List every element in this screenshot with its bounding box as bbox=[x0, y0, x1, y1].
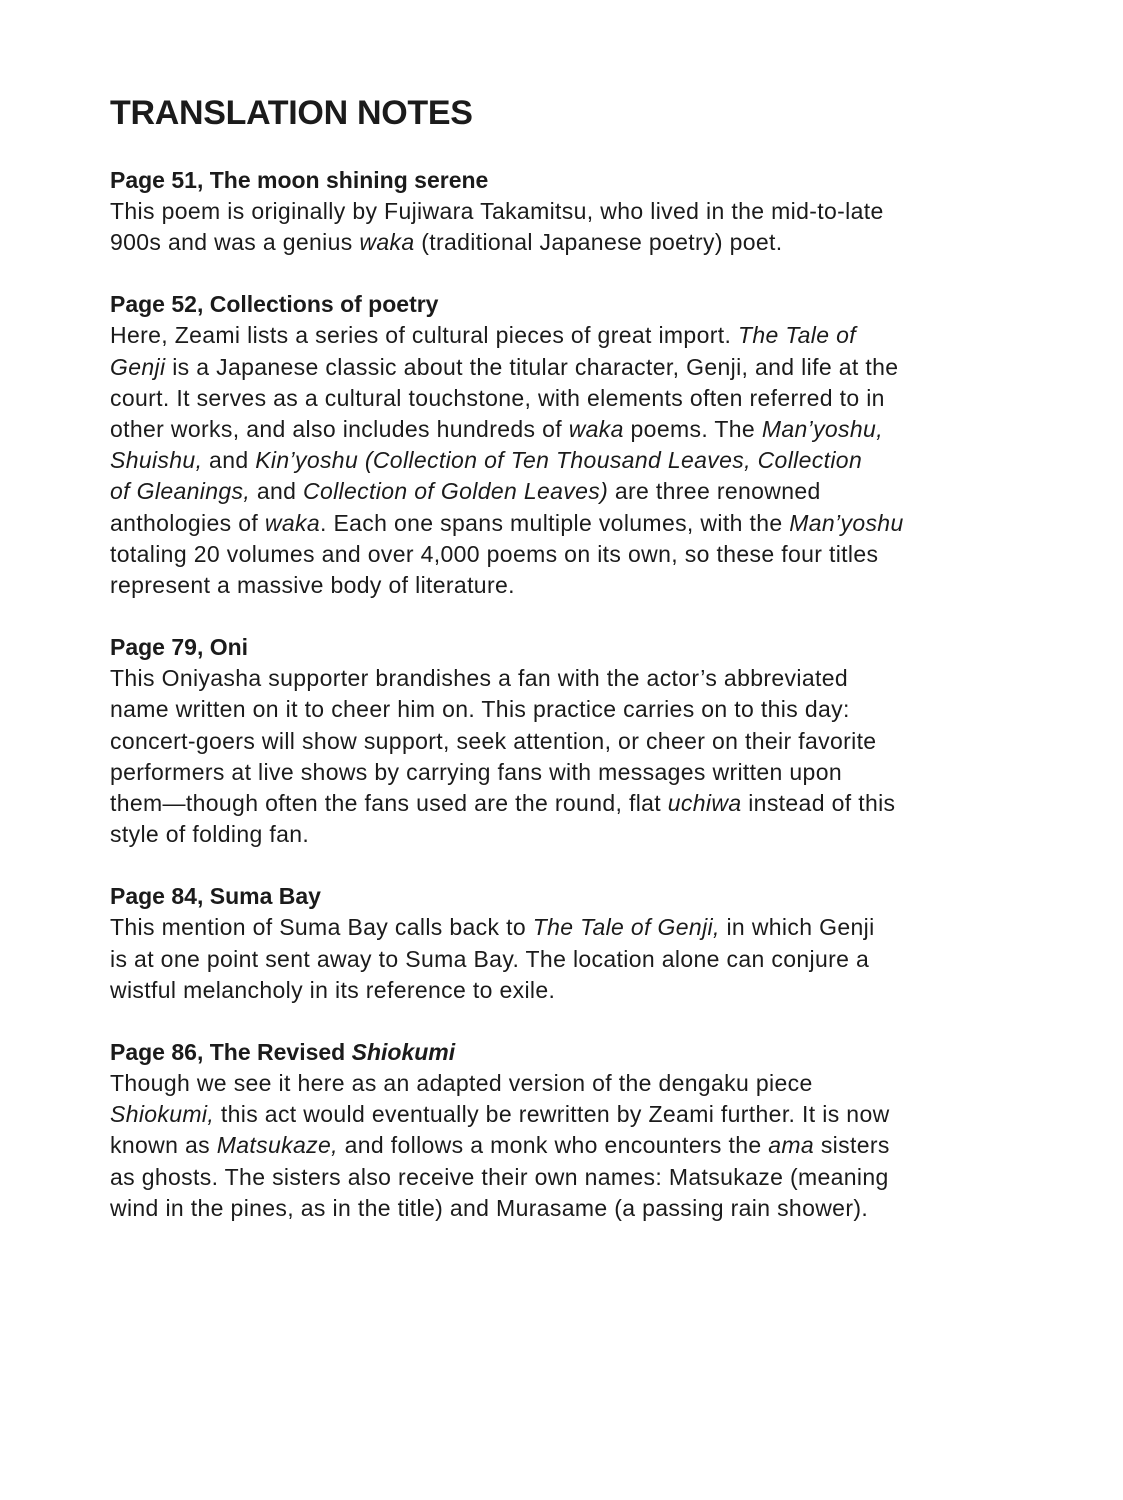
note-body-line bbox=[110, 757, 1010, 788]
note-body-text: waka bbox=[264, 509, 320, 536]
note-body-text: . Each one spans multiple volumes, with the bbox=[319, 509, 790, 536]
note-body-text: uchiwa bbox=[667, 790, 742, 817]
note-heading bbox=[110, 289, 1010, 320]
note-body-text: in which Genji bbox=[719, 914, 875, 941]
note-body-text: concert-goers will show support, seek attention, or cheer on their favorite bbox=[110, 727, 877, 754]
note-body-line bbox=[110, 320, 1010, 351]
note-body-line bbox=[110, 1162, 1010, 1193]
note-body-text: The Tale of bbox=[737, 322, 857, 349]
note-body-text: ama bbox=[768, 1132, 815, 1159]
note-body-text: known as bbox=[110, 1132, 217, 1159]
note-body-text: Genji bbox=[110, 353, 166, 380]
note-body-text: waka bbox=[359, 229, 415, 256]
note-heading-text: Page 52, Collections of poetry bbox=[110, 291, 439, 318]
note-heading-text: Page 51, The moon shining serene bbox=[110, 167, 489, 193]
note-body-text: 900s and was a genius bbox=[110, 229, 360, 256]
note-body-line bbox=[110, 1193, 1010, 1224]
note-body-line bbox=[110, 508, 1010, 539]
note-body-line bbox=[110, 196, 1010, 227]
note-body-text: Collection of Golden Leaves) bbox=[303, 478, 609, 505]
note-body-text: (traditional Japanese poetry) poet. bbox=[414, 229, 783, 256]
note-body-text: Here, Zeami lists a series of cultural pieces of great import. bbox=[110, 322, 738, 349]
translation-notes-page bbox=[110, 93, 1010, 1255]
note-body-text: Man’yoshu bbox=[789, 509, 904, 536]
note-heading bbox=[110, 632, 1010, 663]
note-body-text: and bbox=[250, 478, 303, 505]
note-body-line bbox=[110, 414, 1010, 445]
note-body-text: anthologies of bbox=[110, 509, 265, 536]
note-body-text: name written on it to cheer him on. This practice carries on to this day: bbox=[110, 696, 850, 723]
note-body-line bbox=[110, 352, 1010, 383]
note-body-line bbox=[110, 539, 1010, 570]
note-body-text: as ghosts. The sisters also receive their own names: Matsukaze (meaning bbox=[110, 1163, 889, 1190]
note-body-text: are three renowned bbox=[608, 478, 821, 505]
note-body-text: represent a massive body of literature. bbox=[110, 572, 515, 599]
note-body-line bbox=[110, 912, 1010, 943]
note-body-text: This poem is originally by Fujiwara Takamitsu, who lived in the mid-to-late bbox=[110, 198, 884, 224]
note-body-line bbox=[110, 819, 1010, 850]
note-body-text: sisters bbox=[814, 1132, 890, 1159]
note-heading bbox=[110, 165, 1010, 196]
note-heading bbox=[110, 1037, 1010, 1068]
note-section bbox=[110, 632, 1010, 850]
note-heading bbox=[110, 881, 1010, 912]
note-body-line bbox=[110, 445, 1010, 476]
notes-list bbox=[110, 165, 1010, 1224]
note-body-text: them—though often the fans used are the round, flat bbox=[110, 790, 668, 817]
note-body-text: Kin’yoshu (Collection of Ten Thousand Leaves, Collection bbox=[255, 447, 863, 474]
note-heading-text: Page 79, Oni bbox=[110, 634, 249, 661]
note-body-line bbox=[110, 975, 1010, 1006]
note-section bbox=[110, 289, 1010, 601]
note-body bbox=[110, 320, 1010, 601]
note-body-text: is a Japanese classic about the titular character, Genji, and life at the bbox=[165, 353, 899, 380]
note-body-text: waka bbox=[568, 416, 624, 443]
note-body-line bbox=[110, 227, 1010, 258]
note-body-text: and bbox=[202, 447, 256, 474]
note-body-text: Man’yoshu, bbox=[761, 416, 883, 443]
note-body-text: Shuishu, bbox=[110, 447, 203, 474]
note-body-line bbox=[110, 383, 1010, 414]
note-body-line bbox=[110, 944, 1010, 975]
note-body-text: Matsukaze, bbox=[216, 1132, 338, 1159]
note-body bbox=[110, 912, 1010, 1006]
note-body bbox=[110, 1068, 1010, 1224]
note-body-text: this act would eventually be rewritten by Zeami further. It is now bbox=[214, 1101, 890, 1128]
note-body-text: and follows a monk who encounters the bbox=[337, 1132, 769, 1159]
note-heading-text: Shiokumi bbox=[351, 1039, 456, 1066]
note-section bbox=[110, 881, 1010, 1006]
note-body bbox=[110, 196, 1010, 258]
note-body-text: is at one point sent away to Suma Bay. The location alone can conjure a bbox=[110, 945, 870, 972]
note-body-text: This Oniyasha supporter brandishes a fan with the actor’s abbreviated bbox=[110, 665, 848, 692]
note-body-text: Though we see it here as an adapted version of the dengaku piece bbox=[110, 1070, 813, 1097]
note-section bbox=[110, 1037, 1010, 1224]
note-body-text: Shiokumi, bbox=[110, 1101, 215, 1128]
note-body-line bbox=[110, 694, 1010, 725]
note-body-line bbox=[110, 1130, 1010, 1161]
note-body-line bbox=[110, 663, 1010, 694]
note-body bbox=[110, 663, 1010, 850]
note-body-line bbox=[110, 726, 1010, 757]
note-body-text: instead of this bbox=[741, 790, 896, 817]
note-body-text: performers at live shows by carrying fans with messages written upon bbox=[110, 758, 842, 785]
note-heading-text: Page 84, Suma Bay bbox=[110, 883, 321, 910]
note-body-text: wistful melancholy in its reference to exile. bbox=[110, 976, 556, 1003]
note-body-text: totaling 20 volumes and over 4,000 poems on its own, so these four titles bbox=[110, 540, 879, 567]
note-body-line bbox=[110, 476, 1010, 507]
note-body-text: of Gleanings, bbox=[110, 478, 251, 505]
note-section bbox=[110, 165, 1010, 258]
note-body-text: court. It serves as a cultural touchstone, with elements often referred to in bbox=[110, 384, 885, 411]
note-body-text: wind in the pines, as in the title) and Murasame (a passing rain shower). bbox=[110, 1194, 869, 1221]
note-body-line bbox=[110, 1099, 1010, 1130]
note-body-text: poems. The bbox=[623, 416, 762, 443]
note-heading-text: Page 86, The Revised bbox=[110, 1039, 352, 1066]
note-body-text: This mention of Suma Bay calls back to bbox=[110, 914, 533, 941]
note-body-text: The Tale of Genji, bbox=[532, 914, 720, 941]
page-title: TRANSLATION NOTES bbox=[110, 94, 473, 132]
note-body-line bbox=[110, 1068, 1010, 1099]
note-body-text: style of folding fan. bbox=[110, 821, 310, 848]
note-body-line bbox=[110, 788, 1010, 819]
note-body-text: other works, and also includes hundreds of bbox=[110, 416, 569, 443]
note-body-line bbox=[110, 570, 1010, 601]
